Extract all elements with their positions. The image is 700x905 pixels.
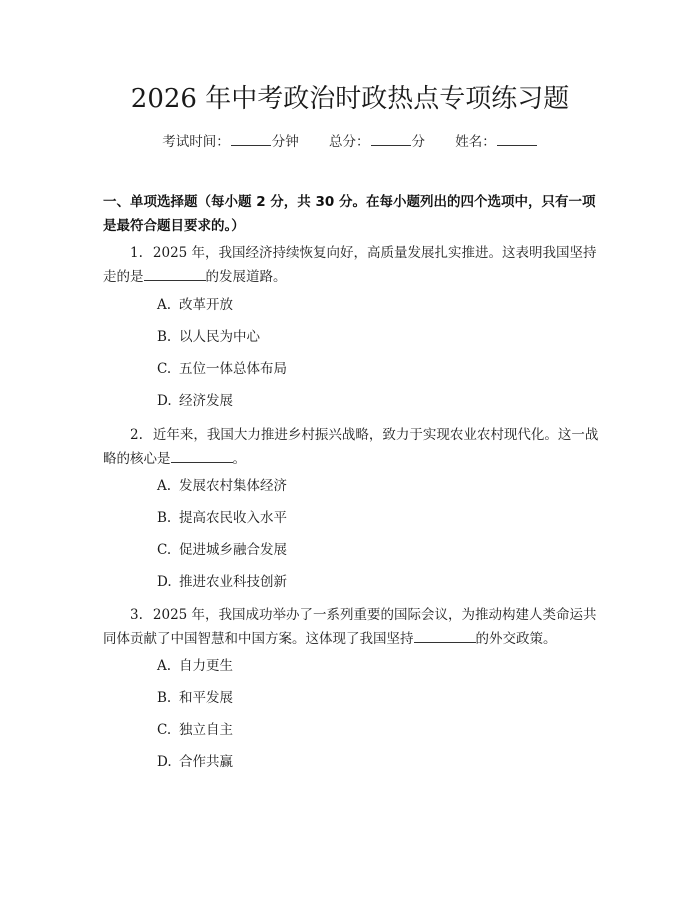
total-score-field bbox=[329, 131, 425, 152]
question-number: 3. bbox=[130, 607, 143, 623]
name-label: 姓名： bbox=[455, 134, 496, 150]
option-letter: B. bbox=[157, 329, 172, 345]
option-letter: C. bbox=[157, 722, 172, 738]
question-2-option-c bbox=[157, 540, 287, 560]
option-letter: D. bbox=[157, 754, 172, 770]
option-text: 以人民为中心 bbox=[179, 329, 260, 345]
option-text: 促进城乡融合发展 bbox=[179, 542, 287, 558]
question-3-stem bbox=[103, 603, 603, 651]
answer-blank bbox=[144, 266, 206, 281]
option-text: 提高农民收入水平 bbox=[179, 510, 287, 526]
question-number: 2. bbox=[130, 427, 143, 443]
question-text-before: 2025 年，我国成功举办了一系列重要的国际会议，为推动构建人类命运共同体贡献了中国智慧和中国方案。这体现了我国坚持 bbox=[103, 607, 597, 647]
question-3-option-d bbox=[157, 752, 233, 772]
question-text-after: 的发展道路。 bbox=[205, 269, 287, 285]
question-2-stem bbox=[103, 423, 603, 471]
option-text: 独立自主 bbox=[179, 722, 233, 738]
question-text-after: 。 bbox=[232, 451, 246, 467]
exam-info-line bbox=[0, 131, 700, 152]
exam-time-label: 考试时间： bbox=[162, 134, 230, 150]
option-text: 经济发展 bbox=[179, 393, 233, 409]
option-letter: D. bbox=[157, 393, 172, 409]
option-text: 五位一体总体布局 bbox=[179, 361, 287, 377]
question-2-option-d bbox=[157, 572, 287, 592]
option-text: 发展农村集体经济 bbox=[179, 478, 287, 494]
exam-time-field bbox=[162, 131, 299, 152]
answer-blank bbox=[171, 448, 233, 463]
exam-time-blank bbox=[231, 131, 271, 146]
option-letter: D. bbox=[157, 574, 172, 590]
total-score-blank bbox=[371, 131, 411, 146]
page-title: 2026 年中考政治时政热点专项练习题 bbox=[130, 84, 570, 114]
option-text: 自力更生 bbox=[179, 658, 233, 674]
question-1-stem bbox=[103, 241, 603, 289]
question-text-before: 近年来，我国大力推进乡村振兴战略，致力于实现农业农村现代化。这一战略的核心是 bbox=[103, 427, 599, 467]
question-1-option-b bbox=[157, 327, 260, 347]
question-1-option-a bbox=[157, 295, 233, 315]
name-blank bbox=[497, 131, 537, 146]
question-3-option-b bbox=[157, 688, 233, 708]
option-letter: B. bbox=[157, 690, 172, 706]
total-score-unit: 分 bbox=[411, 134, 425, 150]
question-number: 1. bbox=[130, 245, 143, 261]
option-letter: C. bbox=[157, 542, 172, 558]
question-text-after: 的外交政策。 bbox=[475, 631, 557, 647]
option-text: 和平发展 bbox=[179, 690, 233, 706]
option-letter: A. bbox=[157, 658, 172, 674]
option-letter: B. bbox=[157, 510, 172, 526]
option-letter: A. bbox=[157, 478, 172, 494]
option-text: 推进农业科技创新 bbox=[179, 574, 287, 590]
question-text-before: 2025 年，我国经济持续恢复向好，高质量发展扎实推进。这表明我国坚持走的是 bbox=[103, 245, 597, 285]
option-letter: A. bbox=[157, 297, 172, 313]
option-text: 合作共赢 bbox=[179, 754, 233, 770]
option-text: 改革开放 bbox=[179, 297, 233, 313]
question-2-option-b bbox=[157, 508, 287, 528]
question-3-option-c bbox=[157, 720, 233, 740]
name-field bbox=[455, 131, 538, 152]
question-1-option-d bbox=[157, 391, 233, 411]
question-3-option-a bbox=[157, 656, 233, 676]
question-1-option-c bbox=[157, 359, 287, 379]
section-heading: 一、单项选择题（每小题 2 分，共 30 分。在每小题列出的四个选项中，只有一项是最符合题目要求的。） bbox=[103, 194, 596, 234]
answer-blank bbox=[414, 628, 476, 643]
option-letter: C. bbox=[157, 361, 172, 377]
exam-time-unit: 分钟 bbox=[271, 134, 299, 150]
total-score-label: 总分： bbox=[329, 134, 370, 150]
question-2-option-a bbox=[157, 476, 287, 496]
